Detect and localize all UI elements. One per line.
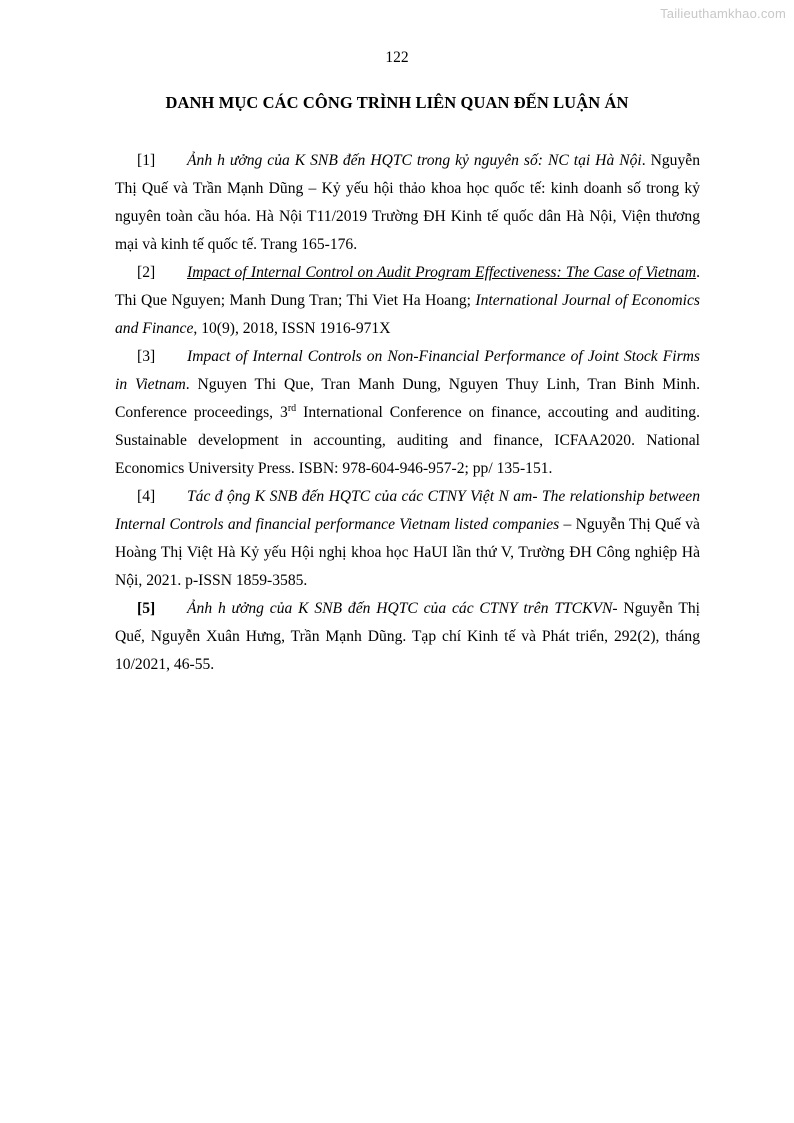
reference-item <box>115 595 700 679</box>
reference-number: [3] <box>137 348 156 365</box>
reference-details: . Nguyễn Thị Quế và Trần Mạnh Dũng – Kỷ yếu hội thảo khoa học quốc tế: kinh doanh số trong kỷ nguyên toàn cầu hóa. Hà Nội T11/2019 Trường ĐH Kinh tế quốc dân Hà Nội, Viện thương mại và kinh tế quốc tế. Trang 165-176. <box>115 152 700 253</box>
watermark: Tailieuthamkhao.com <box>660 6 786 21</box>
reference-journal: International Journal of Economics and Finance <box>115 292 700 337</box>
page-number: 122 <box>385 49 409 66</box>
reference-details: . Thi Que Nguyen; Manh Dung Tran; Thi Viet Ha Hoang; <box>115 264 700 309</box>
reference-title-link[interactable]: Impact of Internal Control on Audit Program Effectiveness: The Case of Vietnam <box>187 264 697 281</box>
reference-title: Ảnh h ưởng của K SNB đến HQTC trong kỷ nguyên số: NC tại Hà Nội <box>187 152 642 169</box>
page-title: DANH MỤC CÁC CÔNG TRÌNH LIÊN QUAN ĐẾN LUẬN ÁN <box>165 93 629 112</box>
reference-details: International Conference on finance, accouting and auditing. Sustainable development in accounting, auditing and finance, ICFAA2020. National Economics University Press. ISBN: 978-604-946-957-2; pp/ 135-151. <box>115 404 700 477</box>
ordinal-superscript: rd <box>287 403 297 414</box>
reference-number: [4] <box>137 488 156 505</box>
reference-title: Impact of Internal Controls on Non-Financial Performance of Joint Stock Firms in Vietnam <box>115 348 700 393</box>
reference-title: Tác đ ộng K SNB đến HQTC của các CTNY Việt N am- The relationship between Internal Controls and financial performance Vietnam listed companies – <box>115 488 700 533</box>
reference-title: Ảnh h ưởng của K SNB đến HQTC của các CTNY trên TTCKVN <box>187 600 613 617</box>
reference-number: [1] <box>137 152 156 169</box>
reference-item <box>115 259 700 343</box>
reference-details: Nguyễn Thị Quế và Hoàng Thị Việt Hà Kỷ yếu Hội nghị khoa học HaUI lần thứ V, Trường ĐH Công nghiệp Hà Nội, 2021. p-ISSN 1859-3585. <box>115 516 700 589</box>
reference-number: [5] <box>137 600 156 617</box>
reference-details: . Nguyen Thi Que, Tran Manh Dung, Nguyen Thuy Linh, Tran Binh Minh. Conference proceedings, 3 <box>115 376 700 421</box>
reference-number: [2] <box>137 264 156 281</box>
reference-list <box>115 147 700 679</box>
reference-item <box>115 483 700 595</box>
reference-details: - Nguyễn Thị Quế, Nguyễn Xuân Hưng, Trần Mạnh Dũng. Tạp chí Kinh tế và Phát triển, 292(2), tháng 10/2021, 46-55. <box>115 600 700 673</box>
reference-item <box>115 343 700 483</box>
reference-details: , 10(9), 2018, ISSN 1916-971X <box>193 320 391 337</box>
reference-item <box>115 147 700 259</box>
